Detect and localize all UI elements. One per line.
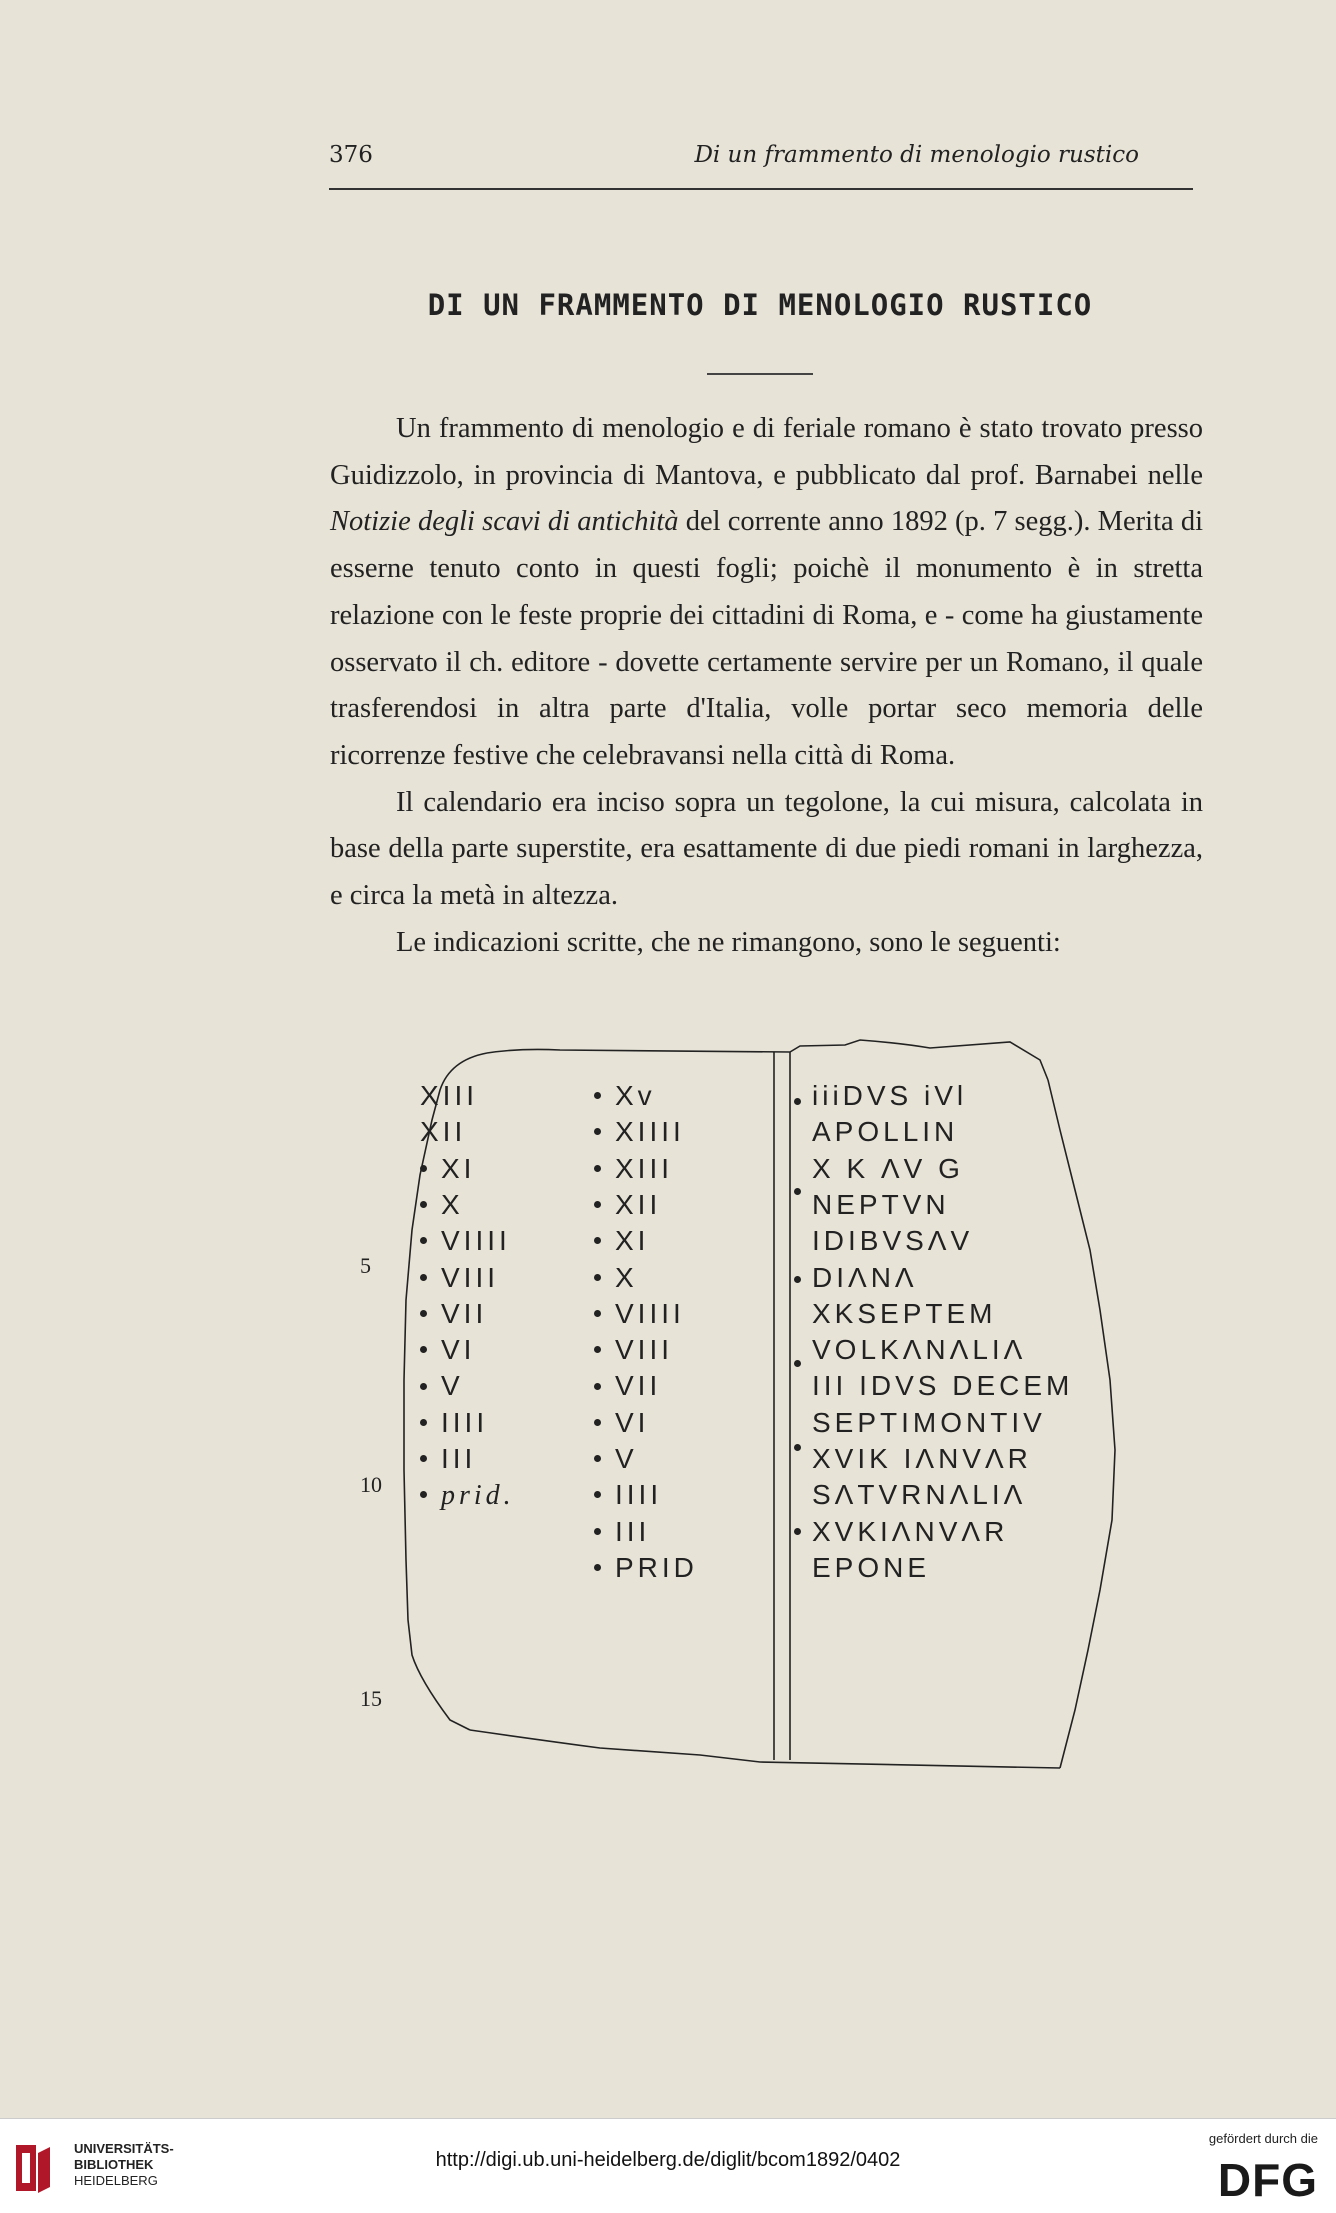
inscription-line [420,1332,475,1368]
inscription-line [812,1441,1032,1477]
inscription-text: V [441,1370,464,1402]
dfg-logo: DFG [1217,2154,1318,2206]
column-3-dot [794,1528,801,1535]
interpunct-dot [420,1383,427,1390]
inscription-text: prid. [441,1480,515,1512]
inscription-text: VII [615,1370,662,1402]
inscription-text: XIII [615,1152,674,1184]
paragraph-1-start: Un frammento di menologio e di feriale romano è stato trovato presso Guidizzolo, in provincia di Mantova, e pubblicato dal prof. Barnabei nelle [330,413,1203,491]
inscription-text: VIII [441,1261,500,1293]
inscription-text: VIII [615,1334,674,1366]
inscription-text: NEPTVN [812,1188,950,1220]
inscription-text: EPONE [812,1551,931,1583]
inscription-text: VOLKΛNΛLIΛ [812,1334,1027,1366]
inscription-line [594,1441,638,1477]
column-3-dot [794,1360,801,1367]
inscription-text: PRID [615,1551,698,1583]
inscription-text: XI [441,1152,476,1184]
inscription-text: III IDVS DECEM [812,1370,1074,1402]
inscription-line [420,1223,511,1259]
interpunct-dot [594,1564,601,1571]
running-title: Di un frammento di menologio rustico [694,142,1139,168]
inscription-line [594,1514,650,1550]
inscription-text: iiiDVS iVl [812,1080,968,1111]
interpunct-dot [594,1419,601,1426]
inscription-text: III [615,1515,651,1547]
inscription-line [594,1223,649,1259]
inscription-line [594,1260,638,1296]
inscription-text: DIΛNΛ [812,1261,918,1293]
interpunct-dot [420,1274,427,1281]
paragraph-3: Le indicazioni scritte, che ne rimangono, sono le seguenti: [396,926,1061,958]
inscription-line [420,1405,488,1441]
inscription-text: IIII [441,1406,489,1438]
inscription-line [594,1550,698,1586]
inscription-line [594,1405,649,1441]
inscription-line [594,1187,661,1223]
inscription-line [594,1151,673,1187]
inscription-text: SΛTVRNΛLIΛ [812,1479,1027,1511]
page-number: 376 [329,142,373,168]
inscription-line [812,1550,930,1586]
inscription-line [594,1296,685,1332]
column-3-dot [794,1098,801,1105]
interpunct-dot [420,1346,427,1353]
inscription-line [420,1477,515,1513]
inscription-text: SEPTIMONTIV [812,1406,1046,1438]
interpunct-dot [594,1128,601,1135]
inscription-line [812,1151,964,1187]
interpunct-dot [420,1455,427,1462]
inscription-text: VIIII [441,1225,511,1257]
inscription-text: X K ΛV G [812,1152,964,1184]
inscription-line [594,1078,656,1114]
column-3-dot [794,1444,801,1451]
paragraph-1-end: del corrente anno 1892 (p. 7 segg.). Merita di esserne tenuto conto in questi fogli; poichè il monumento è in stretta relazione con le feste proprie dei cittadini di Roma, e - come ha giustamente osservato il ch. editore - dovette certamente servire per un Romano, il quale trasferendosi in altra parte d'Italia, volle portar seco memoria delle ricorrenze festive che celebravansi nella città di Roma. [330,506,1203,771]
interpunct-dot [420,1201,427,1208]
inscription-line [812,1223,973,1259]
interpunct-dot [420,1310,427,1317]
interpunct-dot [594,1274,601,1281]
institution-line-3: HEIDELBERG [74,2173,158,2188]
column-3-dot [794,1276,801,1283]
interpunct-dot [594,1455,601,1462]
inscription-text: Xv [615,1080,656,1111]
inscription-text: X [615,1261,638,1293]
inscription-text: XII [615,1188,662,1220]
footer-bar [0,2118,1336,2213]
journal-title: Notizie degli scavi di antichità [330,506,679,538]
interpunct-dot [420,1165,427,1172]
interpunct-dot [594,1383,601,1390]
inscription-text: XIII [420,1080,479,1111]
inscription-line [812,1514,1008,1550]
interpunct-dot [594,1092,601,1099]
inscription-line [594,1368,661,1404]
line-number-15: 15 [360,1686,382,1711]
paragraph-2: Il calendario era inciso sopra un tegolone, la cui misura, calcolata in base della parte superstite, era esattamente di due piedi romani in larghezza, e circa la metà in altezza. [330,786,1203,912]
inscription-line [812,1405,1046,1441]
inscription-line [420,1114,466,1150]
column-3-dot [794,1188,801,1195]
inscription-text: V [615,1443,638,1474]
inscription-text: XVIK IΛNVΛR [812,1443,1032,1474]
inscription-text: IIII [615,1479,663,1511]
inscription-text: VI [615,1406,650,1438]
inscription-line [420,1260,499,1296]
funded-by-text: gefördert durch die [1208,2131,1318,2146]
inscription-text: III [441,1443,477,1474]
inscription-line [812,1296,996,1332]
institution-line-1: UNIVERSITÄTS- [74,2141,174,2156]
inscription-line [420,1368,464,1404]
inscription-line [420,1296,487,1332]
interpunct-dot [420,1419,427,1426]
inscription-text: VI [441,1334,476,1366]
inscription-text: VII [441,1297,488,1329]
inscription-text: X [441,1188,464,1220]
interpunct-dot [420,1237,427,1244]
inscription-text: APOLLIN [812,1116,959,1148]
inscription-text: XKSEPTEM [812,1297,997,1329]
inscription-text: XII [420,1116,467,1148]
inscription-line [594,1114,685,1150]
interpunct-dot [594,1491,601,1498]
inscription-line [812,1078,967,1114]
line-number-5: 5 [360,1253,371,1278]
interpunct-dot [594,1237,601,1244]
inscription-line [594,1477,662,1513]
inscription-line [812,1477,1026,1513]
interpunct-dot [594,1346,601,1353]
interpunct-dot [594,1201,601,1208]
inscription-text: VIIII [615,1297,685,1329]
inscription-line [420,1441,476,1477]
inscription-line [812,1260,918,1296]
inscription-line [420,1187,464,1223]
inscription-line [594,1332,673,1368]
institution-line-2: BIBLIOTHEK [74,2157,154,2172]
interpunct-dot [594,1165,601,1172]
article-title: DI UN FRAMMENTO DI MENOLOGIO RUSTICO [427,288,1093,322]
inscription-text: XI [615,1225,650,1257]
inscription-line [812,1368,1073,1404]
interpunct-dot [420,1491,427,1498]
inscription-line [812,1332,1026,1368]
inscription-line [812,1187,950,1223]
interpunct-dot [594,1528,601,1535]
inscription-text: XVKIΛNVΛR [812,1515,1009,1547]
inscription-text: XIIII [615,1116,685,1148]
inscription-line [420,1151,475,1187]
inscription-line [420,1078,478,1114]
line-number-10: 10 [360,1472,382,1497]
document-url[interactable]: http://digi.ub.uni-heidelberg.de/diglit/bcom1892/0402 [435,2149,901,2171]
inscription-line [812,1114,958,1150]
interpunct-dot [594,1310,601,1317]
inscription-text: IDIBVSΛV [812,1225,974,1257]
